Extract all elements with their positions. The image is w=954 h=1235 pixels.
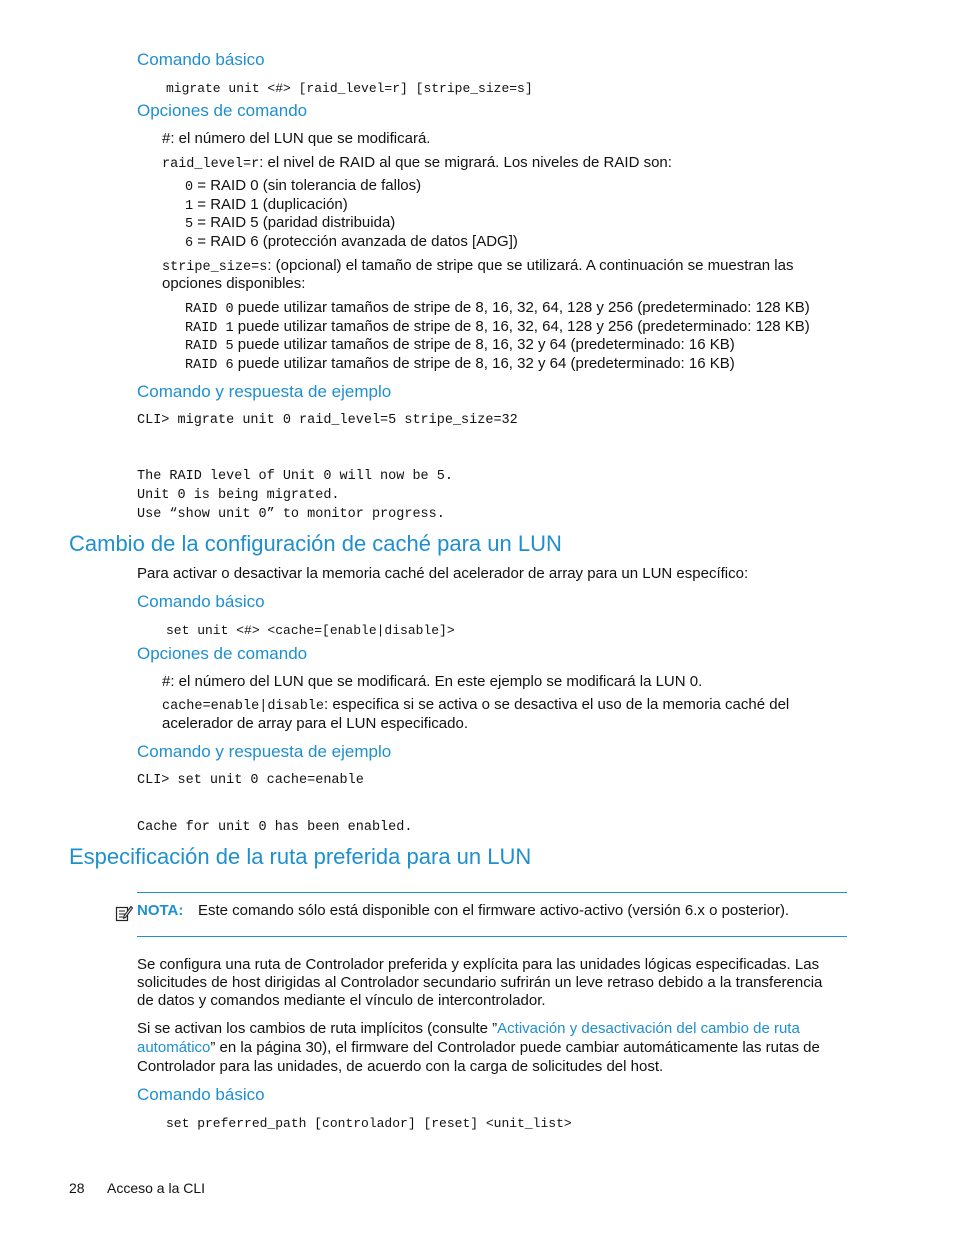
- paragraph-line: [137, 1020, 800, 1038]
- stripe-option-item: [185, 355, 735, 375]
- section-intro: Para activar o desactivar la memoria caché del acelerador de array para un LUN específico:: [137, 565, 749, 582]
- option-stripe-size: [162, 257, 793, 277]
- section-heading-preferred-path: Especificación de la ruta preferida para un LUN: [69, 844, 532, 869]
- option-stripe-size-text: : (opcional) el tamaño de stripe que se utilizará. A continuación se muestran las: [267, 257, 794, 274]
- option-raid-level-text: : el nivel de RAID al que se migrará. Los niveles de RAID son:: [259, 154, 672, 171]
- stripe-option-code: RAID 5: [185, 339, 234, 354]
- subheading-example: Comando y respuesta de ejemplo: [137, 382, 392, 401]
- option-cache-code: cache=enable|disable: [162, 699, 325, 714]
- raid-level-code: 6: [185, 236, 194, 251]
- note-text-line: [137, 902, 183, 920]
- option-stripe-size-continued: opciones disponibles:: [162, 275, 306, 292]
- subheading-basic-command: Comando básico: [137, 50, 265, 69]
- note-icon: [115, 904, 133, 922]
- stripe-option-item: [185, 336, 735, 356]
- stripe-option-text: puede utilizar tamaños de stripe de 8, 16, 32 y 64 (predeterminado: 16 KB): [233, 355, 735, 372]
- example-response-line: The RAID level of Unit 0 will now be 5.: [137, 469, 453, 484]
- subheading-command-options: Opciones de comando: [137, 101, 308, 120]
- footer-section-name: Acceso a la CLI: [107, 1180, 206, 1196]
- raid-level-item: [185, 214, 395, 234]
- raid-level-code: 1: [185, 199, 194, 214]
- paragraph-line: Controlador para las unidades, de acuerdo con la carga de solicitudes del host.: [137, 1058, 664, 1075]
- option-cache: [162, 696, 789, 716]
- example-command: CLI> migrate unit 0 raid_level=5 stripe_size=32: [137, 413, 518, 428]
- section-heading-cache: Cambio de la configuración de caché para un LUN: [69, 531, 562, 556]
- subheading-command-options: Opciones de comando: [137, 644, 308, 663]
- option-hash: #: el número del LUN que se modificará.: [162, 130, 431, 147]
- note-text: Este comando sólo está disponible con el firmware activo-activo (versión 6.x o posterior).: [198, 902, 790, 919]
- subheading-basic-command: Comando básico: [137, 592, 265, 611]
- raid-level-text: = RAID 6 (protección avanzada de datos [ADG]): [193, 233, 518, 250]
- basic-command-code: set unit <#> <cache=[enable|disable]>: [166, 623, 455, 638]
- option-cache-continued: acelerador de array para el LUN especificado.: [162, 715, 468, 732]
- paragraph-line: Se configura una ruta de Controlador preferida y explícita para las unidades lógicas especificadas. Las: [137, 956, 820, 973]
- basic-command-code: migrate unit <#> [raid_level=r] [stripe_size=s]: [166, 81, 533, 96]
- example-response-line: Unit 0 is being migrated.: [137, 488, 340, 503]
- option-hash: #: el número del LUN que se modificará. En este ejemplo se modificará la LUN 0.: [162, 673, 703, 690]
- paragraph-line: de datos y comandos mediante el vínculo de intercontrolador.: [137, 992, 546, 1009]
- subheading-example: Comando y respuesta de ejemplo: [137, 742, 392, 761]
- stripe-option-code: RAID 1: [185, 321, 234, 336]
- note-top-rule: [137, 892, 847, 893]
- paragraph-text: ” en la página 30), el firmware del Controlador puede cambiar automáticamente las rutas de: [210, 1039, 820, 1056]
- cross-reference-link[interactable]: Activación y desactivación del cambio de ruta: [497, 1020, 800, 1037]
- stripe-option-text: puede utilizar tamaños de stripe de 8, 16, 32, 64, 128 y 256 (predeterminado: 128 KB): [233, 318, 810, 335]
- paragraph-line: [137, 1039, 820, 1057]
- raid-level-item: [185, 177, 421, 197]
- raid-level-item: [185, 233, 518, 253]
- basic-command-code: set preferred_path [controlador] [reset] <unit_list>: [166, 1116, 572, 1131]
- option-cache-text: : especifica si se activa o se desactiva el uso de la memoria caché del: [324, 696, 790, 713]
- stripe-option-code: RAID 0: [185, 302, 234, 317]
- option-raid-level: [162, 154, 672, 174]
- stripe-option-item: [185, 318, 810, 338]
- raid-level-code: 5: [185, 217, 194, 232]
- example-response-line: Cache for unit 0 has been enabled.: [137, 820, 413, 835]
- raid-level-text: = RAID 0 (sin tolerancia de fallos): [193, 177, 422, 194]
- cross-reference-link-continued[interactable]: automático: [137, 1039, 211, 1056]
- raid-level-code: 0: [185, 180, 194, 195]
- stripe-option-code: RAID 6: [185, 358, 234, 373]
- subheading-basic-command: Comando básico: [137, 1085, 265, 1104]
- raid-level-item: [185, 196, 348, 216]
- example-command: CLI> set unit 0 cache=enable: [137, 773, 364, 788]
- page-number: 28: [69, 1180, 85, 1196]
- stripe-option-text: puede utilizar tamaños de stripe de 8, 16, 32 y 64 (predeterminado: 16 KB): [233, 336, 735, 353]
- example-response-line: Use “show unit 0” to monitor progress.: [137, 507, 445, 522]
- option-raid-level-code: raid_level=r: [162, 157, 260, 172]
- note-label: NOTA:: [137, 902, 184, 919]
- option-stripe-size-code: stripe_size=s: [162, 260, 268, 275]
- paragraph-line: solicitudes de host dirigidas al Controlador secundario sufrirán un leve retraso debido a la transferencia: [137, 974, 823, 991]
- raid-level-text: = RAID 1 (duplicación): [193, 196, 348, 213]
- note-bottom-rule: [137, 936, 847, 937]
- stripe-option-item: [185, 299, 810, 319]
- stripe-option-text: puede utilizar tamaños de stripe de 8, 16, 32, 64, 128 y 256 (predeterminado: 128 KB): [233, 299, 810, 316]
- raid-level-text: = RAID 5 (paridad distribuida): [193, 214, 396, 231]
- paragraph-text: Si se activan los cambios de ruta implícitos (consulte ”: [137, 1020, 498, 1037]
